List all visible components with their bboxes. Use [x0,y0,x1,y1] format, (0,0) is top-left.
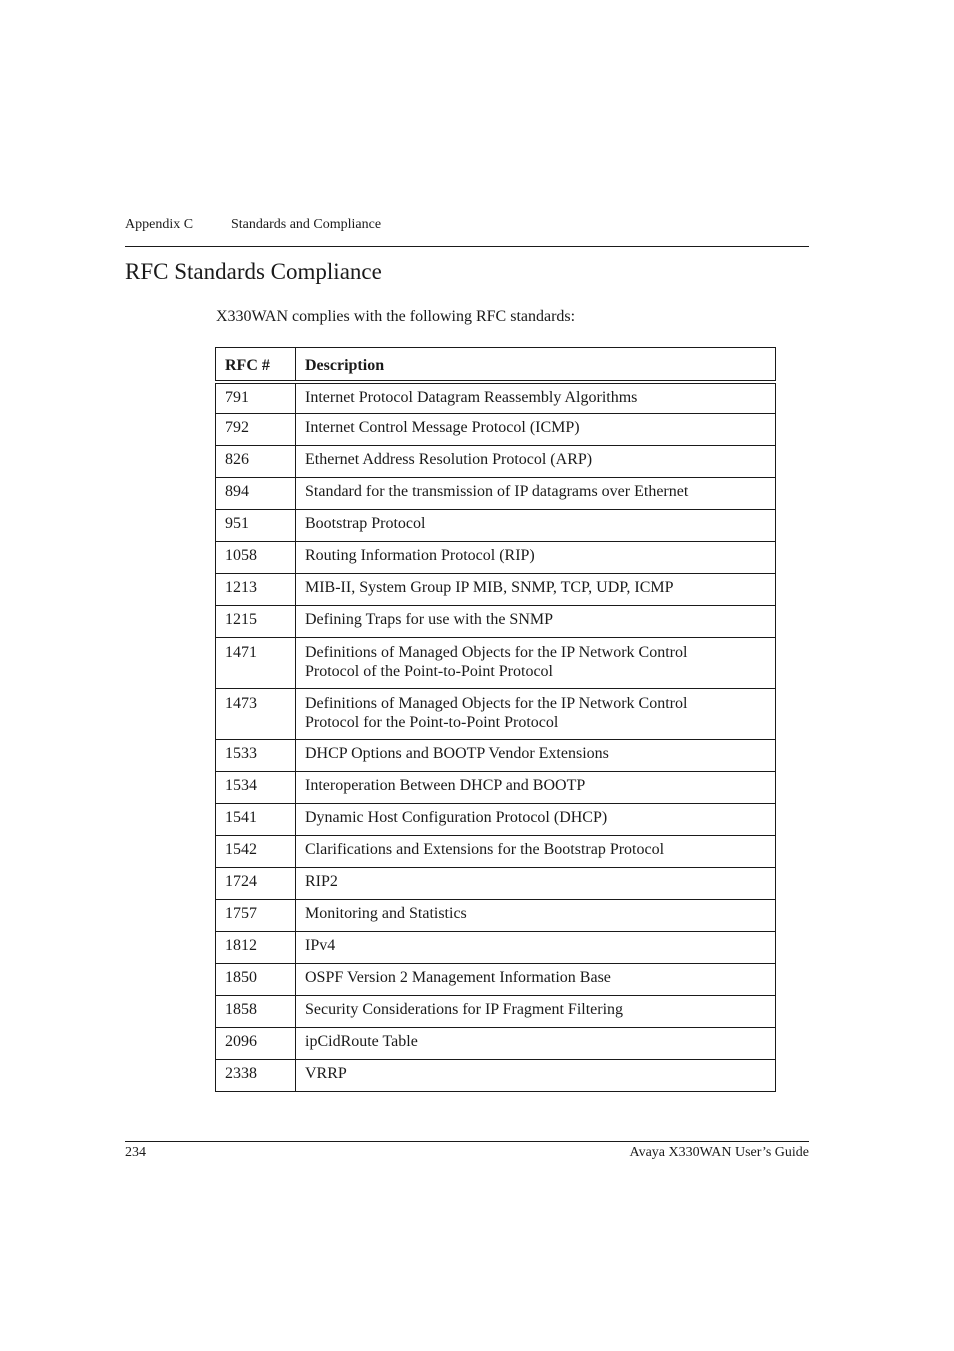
rfc-description: Ethernet Address Resolution Protocol (ARP) [296,446,776,478]
rfc-number: 2338 [216,1060,296,1092]
table-row [216,1028,776,1060]
rfc-number: 1542 [216,836,296,868]
rfc-number: 951 [216,510,296,542]
rfc-standards-table [215,347,776,1092]
table-header-row [216,348,776,382]
header-appendix-label: Appendix C [125,217,194,232]
rfc-number: 791 [216,382,296,414]
rfc-description: Monitoring and Statistics [296,900,776,932]
rfc-number: 1724 [216,868,296,900]
footer-rule [125,1141,809,1142]
table-row [216,382,776,414]
rfc-description: RIP2 [296,868,776,900]
rfc-description: MIB-II, System Group IP MIB, SNMP, TCP, UDP, ICMP [296,574,776,606]
running-header [125,216,809,234]
rfc-description: Clarifications and Extensions for the Bootstrap Protocol [296,836,776,868]
rfc-description: OSPF Version 2 Management Information Base [296,964,776,996]
section-title: RFC Standards Compliance [125,259,382,284]
table-row [216,836,776,868]
table-row [216,804,776,836]
rfc-description-line: Protocol for the Point-to-Point Protocol [305,714,559,731]
intro-paragraph: X330WAN complies with the following RFC standards: [216,308,576,325]
table-row [216,1060,776,1092]
rfc-number: 1213 [216,574,296,606]
table-row [216,772,776,804]
table-row [216,932,776,964]
guide-title: Avaya X330WAN User’s Guide [629,1145,809,1160]
rfc-description-line: Definitions of Managed Objects for the IP Network Control [305,695,688,712]
rfc-number: 1541 [216,804,296,836]
rfc-number: 826 [216,446,296,478]
rfc-number: 1812 [216,932,296,964]
rfc-description: Bootstrap Protocol [296,510,776,542]
rfc-description [296,638,776,689]
rfc-description: ipCidRoute Table [296,1028,776,1060]
header-rule [125,246,809,247]
table-row [216,900,776,932]
rfc-number: 1058 [216,542,296,574]
rfc-description: Routing Information Protocol (RIP) [296,542,776,574]
rfc-number: 894 [216,478,296,510]
rfc-number: 1215 [216,606,296,638]
rfc-description: Interoperation Between DHCP and BOOTP [296,772,776,804]
rfc-number: 1757 [216,900,296,932]
running-footer [125,1144,809,1162]
rfc-description: Dynamic Host Configuration Protocol (DHCP) [296,804,776,836]
table-row [216,542,776,574]
rfc-number: 792 [216,414,296,446]
table-row [216,574,776,606]
rfc-number: 1473 [216,689,296,740]
rfc-number: 2096 [216,1028,296,1060]
rfc-description: VRRP [296,1060,776,1092]
column-header-description: Description [296,348,776,382]
rfc-description-line: Protocol of the Point-to-Point Protocol [305,663,553,680]
rfc-description: Internet Protocol Datagram Reassembly Algorithms [296,382,776,414]
table-row [216,446,776,478]
rfc-number: 1858 [216,996,296,1028]
column-header-rfc: RFC # [216,348,296,382]
rfc-description: Security Considerations for IP Fragment Filtering [296,996,776,1028]
rfc-number: 1471 [216,638,296,689]
table-row [216,964,776,996]
page-number: 234 [125,1145,146,1160]
table-row [216,638,776,689]
table-row [216,868,776,900]
table-row [216,740,776,772]
rfc-description: IPv4 [296,932,776,964]
table-row [216,414,776,446]
table-row [216,510,776,542]
rfc-description: Defining Traps for use with the SNMP [296,606,776,638]
rfc-number: 1534 [216,772,296,804]
rfc-description-line: Definitions of Managed Objects for the IP Network Control [305,644,688,661]
rfc-description: Internet Control Message Protocol (ICMP) [296,414,776,446]
table-row [216,606,776,638]
rfc-number: 1533 [216,740,296,772]
header-chapter-title: Standards and Compliance [231,217,382,232]
table-row [216,996,776,1028]
table-row [216,689,776,740]
table-row [216,478,776,510]
rfc-description: DHCP Options and BOOTP Vendor Extensions [296,740,776,772]
rfc-description [296,689,776,740]
rfc-number: 1850 [216,964,296,996]
rfc-description: Standard for the transmission of IP datagrams over Ethernet [296,478,776,510]
